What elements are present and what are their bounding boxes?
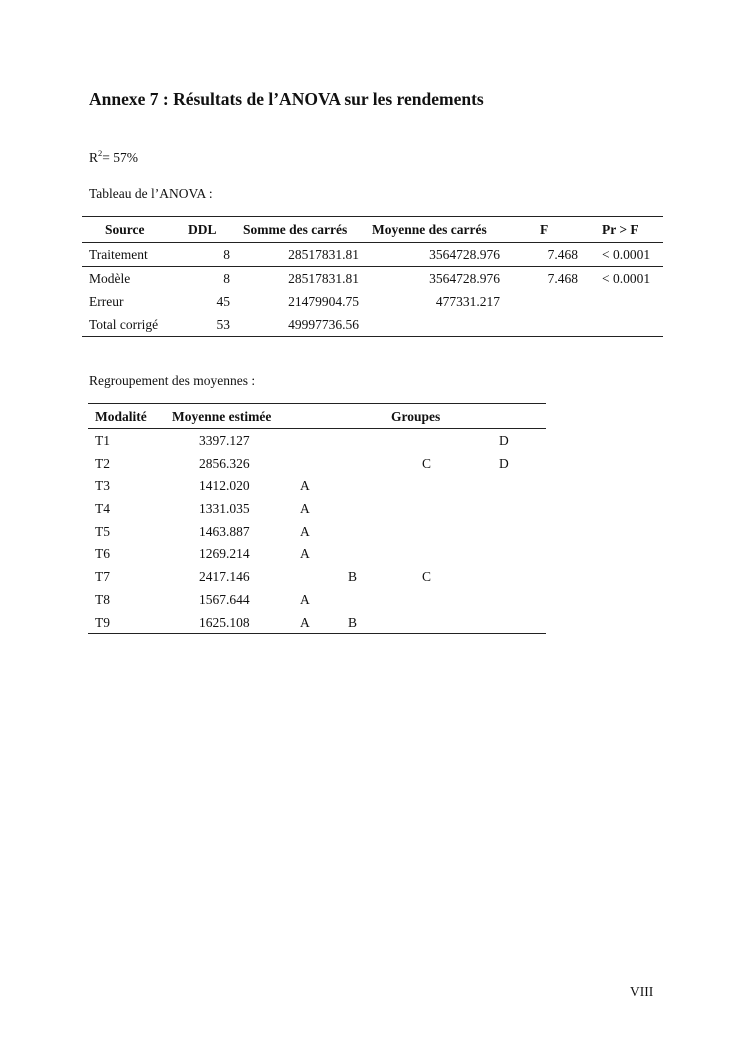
cell-ddl: 8 — [223, 247, 230, 262]
cell-modality: T6 — [95, 546, 110, 562]
cell-source: Total corrigé — [89, 317, 159, 332]
header-estimated-mean: Moyenne estimée — [172, 409, 272, 424]
table-row — [88, 429, 546, 452]
cell-mean: 1625.108 — [199, 614, 250, 630]
table-row — [88, 588, 546, 611]
header-groups: Groupes — [391, 409, 441, 424]
cell-source: Erreur — [89, 294, 124, 309]
cell-modality: T5 — [95, 523, 110, 539]
table-row — [82, 267, 663, 290]
anova-header-row — [82, 217, 663, 243]
header-sum-of-squares: Somme des carrés — [243, 222, 348, 237]
cell-group-b: B — [348, 569, 358, 585]
header-mean-squares: Moyenne des carrés — [372, 222, 487, 237]
cell-mean: 1412.020 — [199, 478, 250, 494]
cell-group-a: A — [300, 546, 310, 562]
cell-sum-of-squares: 28517831.81 — [288, 271, 359, 286]
cell-mean: 3397.127 — [199, 433, 250, 448]
cell-group-d: D — [499, 455, 509, 471]
cell-p-value: < 0.0001 — [602, 271, 651, 286]
table-row — [88, 611, 546, 634]
anova-caption: Tableau de l’ANOVA : — [89, 186, 213, 201]
cell-mean-squares: 477331.217 — [435, 294, 500, 309]
cell-group-c: C — [422, 455, 432, 471]
cell-modality: T3 — [95, 478, 110, 494]
r-squared-base: R — [89, 150, 99, 165]
cell-sum-of-squares: 49997736.56 — [288, 317, 359, 332]
table-row — [82, 290, 663, 313]
cell-ddl: 53 — [216, 317, 230, 332]
cell-mean: 2856.326 — [199, 455, 250, 471]
r-squared-exponent: 2 — [98, 147, 103, 158]
cell-source: Modèle — [89, 271, 131, 286]
cell-modality: T8 — [95, 591, 110, 607]
page-title: Annexe 7 : Résultats de l’ANOVA sur les rendements — [89, 89, 484, 109]
page-number: VIII — [630, 984, 654, 999]
cell-mean: 2417.146 — [199, 569, 250, 585]
cell-mean: 1331.035 — [199, 501, 250, 517]
table-row — [88, 474, 546, 497]
cell-group-c: C — [422, 569, 432, 585]
cell-group-d: D — [499, 433, 509, 448]
groups-table — [88, 403, 546, 634]
cell-modality: T1 — [95, 433, 110, 448]
r-squared — [89, 147, 138, 166]
cell-group-a: A — [300, 478, 310, 494]
table-row — [88, 542, 546, 565]
cell-group-a: A — [300, 614, 310, 630]
cell-mean-squares: 3564728.976 — [429, 271, 500, 286]
table-row — [88, 497, 546, 520]
cell-ddl: 45 — [216, 294, 230, 309]
cell-mean: 1463.887 — [199, 523, 250, 539]
r-squared-value: = 57% — [102, 150, 138, 165]
cell-source: Traitement — [89, 247, 148, 262]
cell-mean: 1269.214 — [199, 546, 250, 562]
cell-ddl: 8 — [223, 271, 230, 286]
table-row — [88, 520, 546, 543]
cell-modality: T2 — [95, 455, 110, 471]
cell-group-b: B — [348, 614, 358, 630]
cell-modality: T7 — [95, 569, 110, 585]
header-ddl: DDL — [188, 222, 217, 237]
cell-f: 7.468 — [547, 271, 578, 286]
cell-sum-of-squares: 21479904.75 — [288, 294, 359, 309]
groups-header-row — [88, 404, 546, 429]
cell-modality: T4 — [95, 501, 110, 517]
cell-modality: T9 — [95, 614, 110, 630]
anova-table — [82, 216, 663, 337]
table-row — [88, 452, 546, 475]
cell-group-a: A — [300, 523, 310, 539]
table-row — [82, 243, 663, 267]
cell-p-value: < 0.0001 — [602, 247, 651, 262]
cell-group-a: A — [300, 501, 310, 517]
table-row — [88, 565, 546, 588]
cell-mean-squares: 3564728.976 — [429, 247, 500, 262]
header-source: Source — [105, 222, 145, 237]
header-p-value: Pr > F — [602, 222, 639, 237]
cell-mean: 1567.644 — [199, 591, 250, 607]
table-row — [82, 313, 663, 336]
cell-sum-of-squares: 28517831.81 — [288, 247, 359, 262]
cell-group-a: A — [300, 591, 310, 607]
cell-f: 7.468 — [547, 247, 578, 262]
header-modality: Modalité — [95, 409, 147, 424]
groups-caption: Regroupement des moyennes : — [89, 373, 256, 388]
header-f: F — [540, 222, 549, 237]
